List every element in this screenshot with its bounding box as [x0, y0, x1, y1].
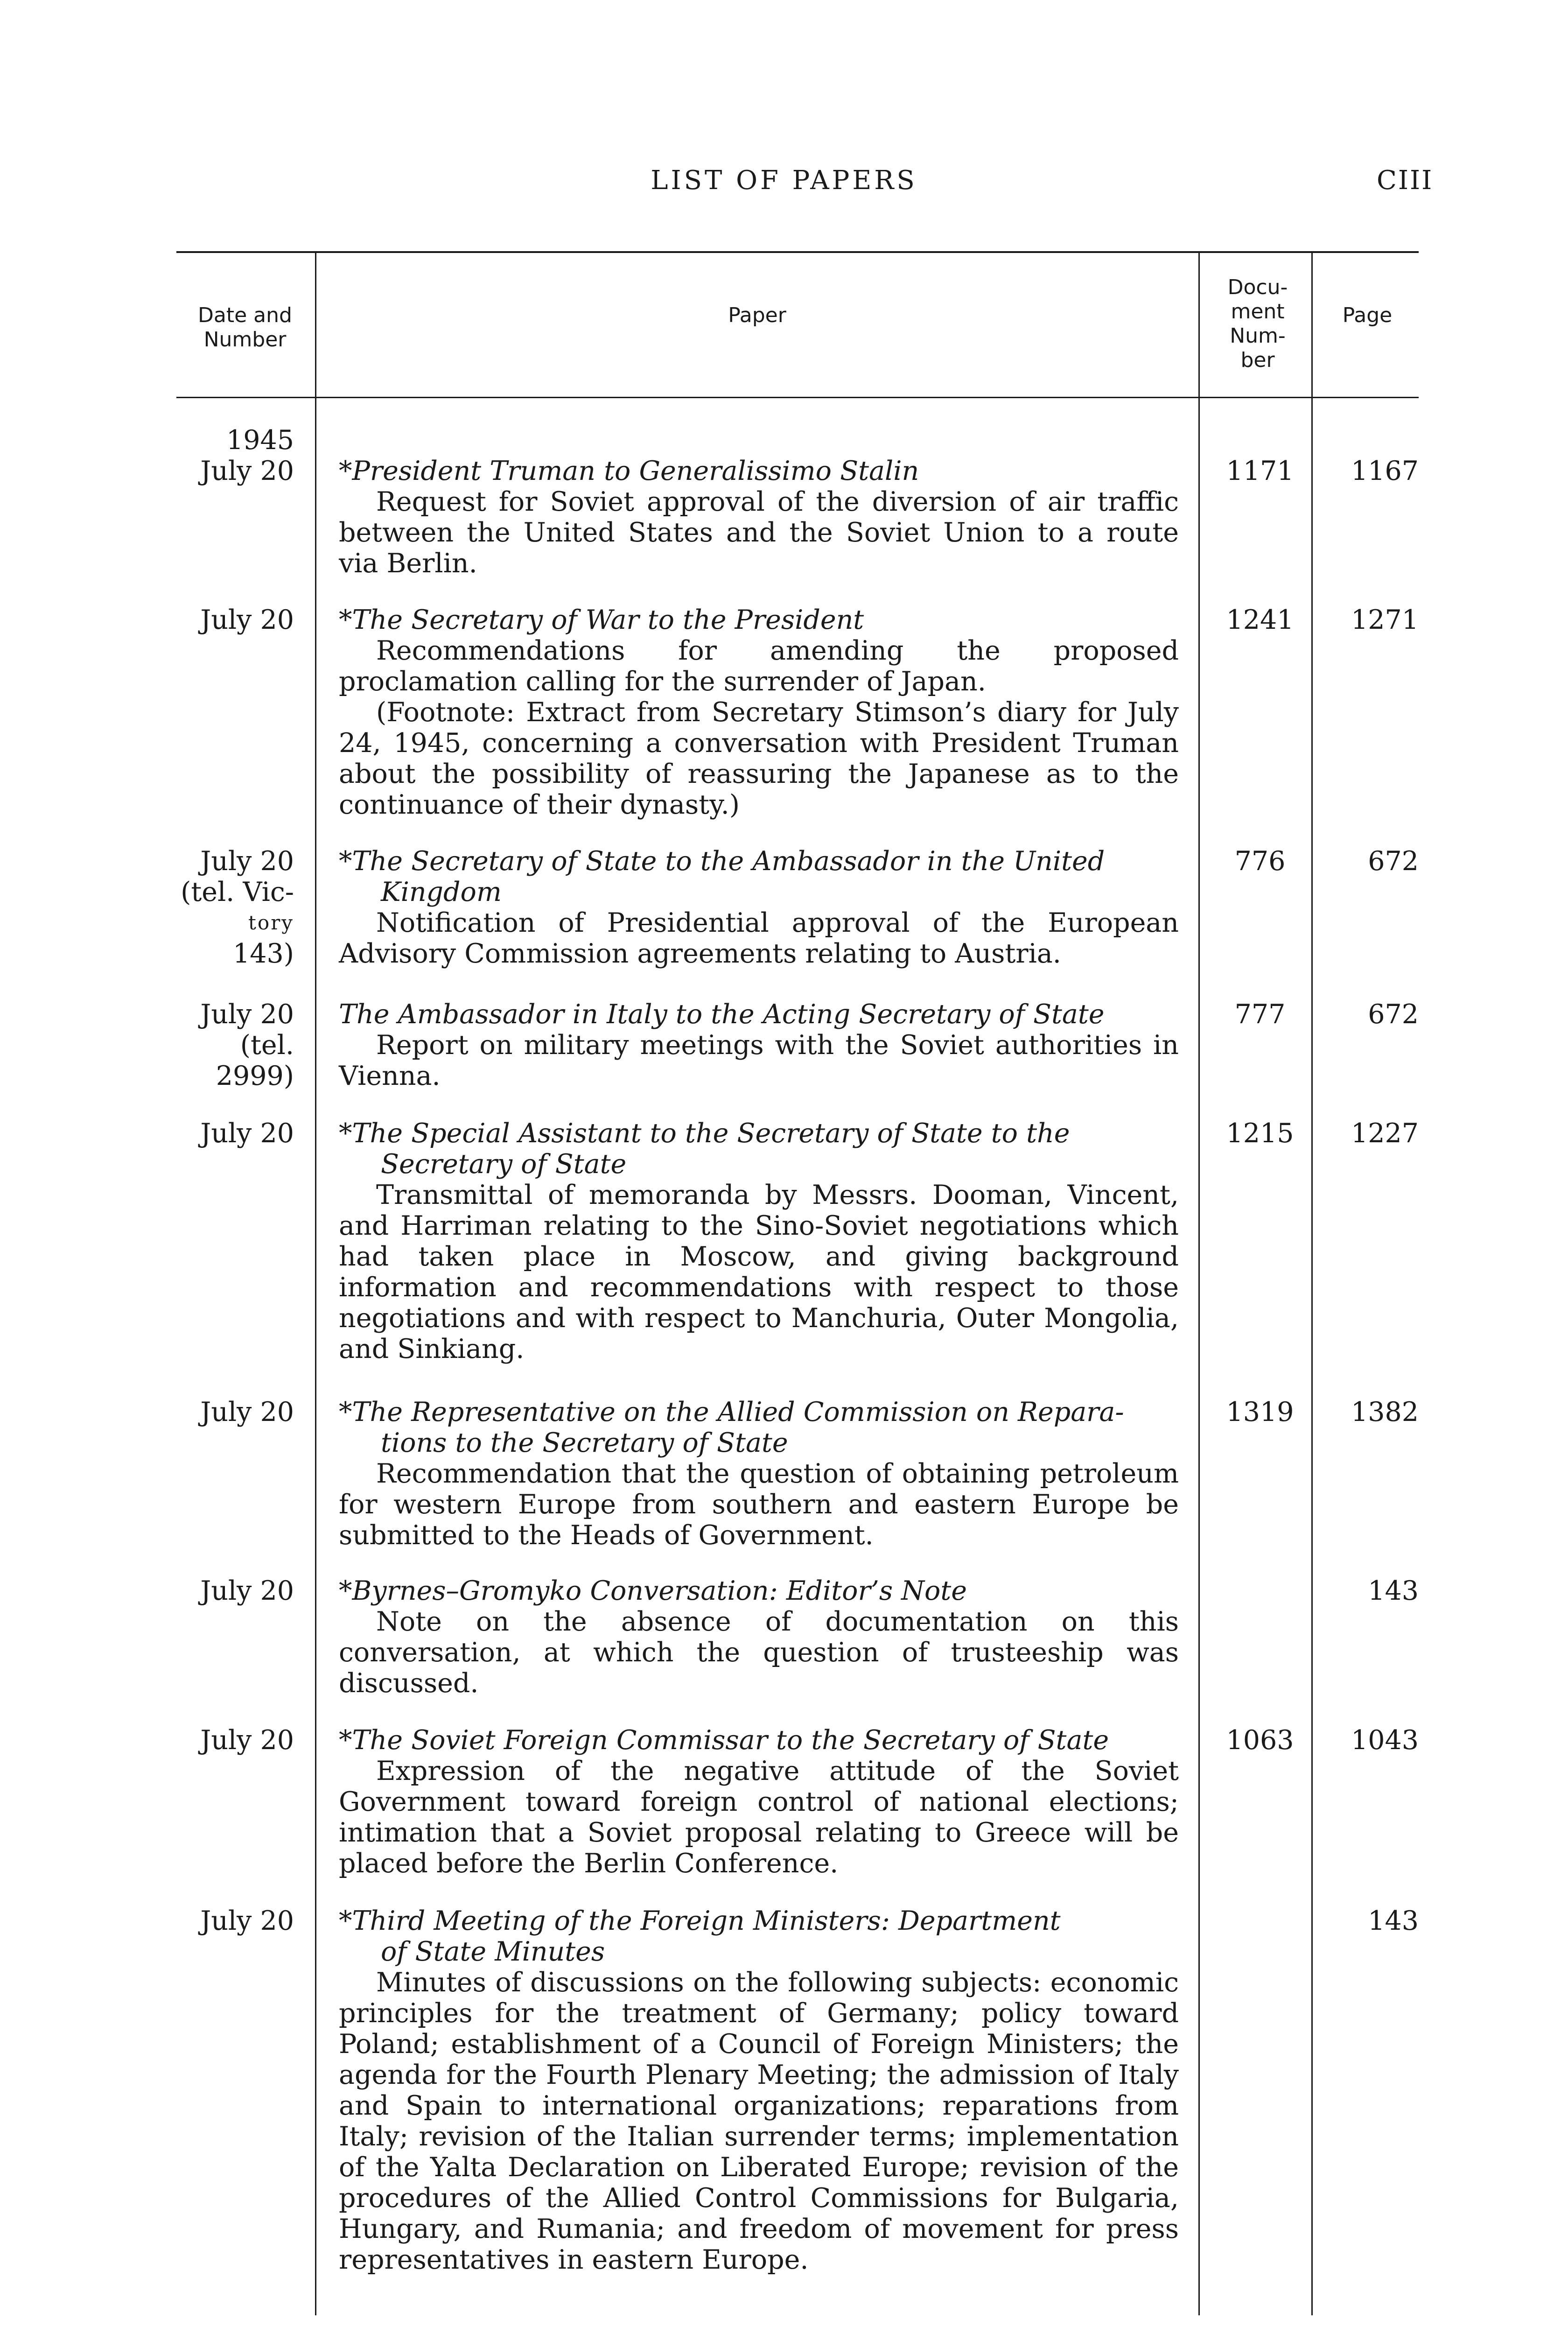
- entry-description: Recommendation that the question of obtaining petroleum for western Europe from southern and eastern Europe be submitted to the Heads of Government.: [339, 1458, 1179, 1551]
- entry-date: July 20: [200, 1905, 294, 1936]
- entry-page: 1382: [1351, 1397, 1419, 1427]
- entry-date: July 20: [200, 605, 294, 635]
- entry-date: July 20: [200, 1397, 294, 1427]
- entry-description: Recommendations for amending the proposed proclamation calling for the surrender of Japan.: [339, 635, 1179, 697]
- column-header-date: Date and Number: [198, 303, 292, 352]
- entry-title: *The Secretary of State to the Ambassador in the United Kingdom: [339, 846, 1105, 907]
- entry-description: Expression of the negative attitude of the Soviet Government toward foreign control of national elections; intimation that a Soviet proposal relating to Greece will be placed before the Berlin Conference.: [339, 1756, 1179, 1879]
- entry-document-number: 1319: [1226, 1397, 1294, 1427]
- entry-description: Minutes of discussions on the following subjects: economic principles for the treatment of Germany; policy toward Poland; establishment of a Council of Foreign Ministers; the agenda for the Fourth Plenary Meeting; the admission of Italy and Spain to international organizations; reparations from Italy; revision of the Italian surrender terms; implementation of the Yalta Declaration on Liberated Europe; revision of the procedures of the Allied Control Commissions for Bulgaria, Hungary, and Rumania; and freedom of movement for press representatives in eastern Europe.: [339, 1967, 1179, 2275]
- entry-title: *President Truman to Generalissimo Stalin: [339, 456, 919, 486]
- entry-title: *Byrnes–Gromyko Conversation: Editor’s Note: [339, 1575, 967, 1606]
- entry-description: Note on the absence of documentation on this conversation, at which the question of trusteeship was discussed.: [339, 1606, 1179, 1699]
- table-header: [0, 275, 1568, 397]
- entry-paper: [339, 846, 1179, 969]
- entry-title: *The Special Assistant to the Secretary of State to the Secretary of State: [339, 1118, 1070, 1180]
- entry-title: *The Secretary of War to the President: [339, 605, 864, 635]
- column-header-document-number: Docu-ment Num-ber: [1227, 275, 1288, 372]
- entry-date: July 20: [200, 1118, 294, 1149]
- entry-paper: [339, 605, 1179, 820]
- entry-paper: [339, 1397, 1179, 1551]
- telegram-reference: (tel. Vic-: [181, 877, 294, 907]
- telegram-reference: (tel.: [240, 1030, 294, 1061]
- entry-document-number: 1063: [1226, 1725, 1294, 1756]
- page-header: [0, 164, 1568, 206]
- table-header-rule: [176, 397, 1419, 398]
- entry-paper: [339, 1905, 1179, 2275]
- year-label: 1945: [226, 425, 294, 456]
- entry-paper: [339, 999, 1179, 1091]
- entry-page: 1271: [1351, 605, 1419, 635]
- entry-description: Request for Soviet approval of the diversion of air traffic between the United States and the Soviet Union to a route via Berlin.: [339, 486, 1179, 579]
- entry-title: The Ambassador in Italy to the Acting Secretary of State: [339, 999, 1105, 1030]
- entry-page: 143: [1368, 1905, 1419, 1936]
- entry-description: Notification of Presidential approval of the European Advisory Commission agreements relating to Austria.: [339, 907, 1179, 969]
- entry-page: 672: [1368, 846, 1419, 877]
- entry-title: *The Representative on the Allied Commission on Repara- tions to the Secretary of State: [339, 1397, 1124, 1458]
- page-number: CIII: [1377, 165, 1434, 196]
- entry-title: *Third Meeting of the Foreign Ministers: Department of State Minutes: [339, 1905, 1061, 1967]
- entry-document-number: 1241: [1226, 605, 1294, 635]
- column-header-page: Page: [1342, 303, 1393, 327]
- entry-page: 1043: [1351, 1725, 1419, 1756]
- entry-date: 1945 July 20: [168, 425, 294, 486]
- column-divider-date: [315, 252, 316, 2315]
- running-title: LIST OF PAPERS: [651, 165, 917, 196]
- entry-document-number: 776: [1234, 846, 1286, 877]
- entry-footnote: (Footnote: Extract from Secretary Stimson’s diary for July 24, 1945, concerning a conversation with President Truman about the possibility of reassuring the Japanese as to the continuance of their dynasty.): [339, 697, 1179, 820]
- entry-paper: [339, 1575, 1179, 1699]
- entry-document-number: 1215: [1226, 1118, 1294, 1149]
- entry-date: July 20 (tel. 2999): [168, 999, 294, 1091]
- column-divider-paper: [1198, 252, 1200, 2315]
- entry-page: 1167: [1351, 456, 1419, 486]
- table-top-rule: [176, 251, 1419, 253]
- entry-date: July 20 (tel. Vic- tory 143): [168, 846, 294, 969]
- entry-paper: [339, 456, 1179, 579]
- entry-description: Report on military meetings with the Soviet authorities in Vienna.: [339, 1030, 1179, 1091]
- entry-description: Transmittal of memoranda by Messrs. Dooman, Vincent, and Harriman relating to the Sino-Soviet negotiations which had taken place in Moscow, and giving background information and recommendations with respect to those negotiations and with respect to Manchuria, Outer Mongolia, and Sinkiang.: [339, 1180, 1179, 1364]
- entry-document-number: 777: [1234, 999, 1286, 1030]
- entry-paper: [339, 1118, 1179, 1364]
- entry-date: July 20: [200, 1725, 294, 1756]
- entry-page: 1227: [1351, 1118, 1419, 1149]
- column-divider-docnum: [1311, 252, 1313, 2315]
- entry-page: 143: [1368, 1575, 1419, 1606]
- column-header-paper: Paper: [728, 303, 786, 327]
- entry-document-number: 1171: [1226, 456, 1294, 486]
- entry-page: 672: [1368, 999, 1419, 1030]
- entry-paper: [339, 1725, 1179, 1879]
- entry-title: *The Soviet Foreign Commissar to the Secretary of State: [339, 1725, 1109, 1756]
- entry-date: July 20: [200, 1575, 294, 1606]
